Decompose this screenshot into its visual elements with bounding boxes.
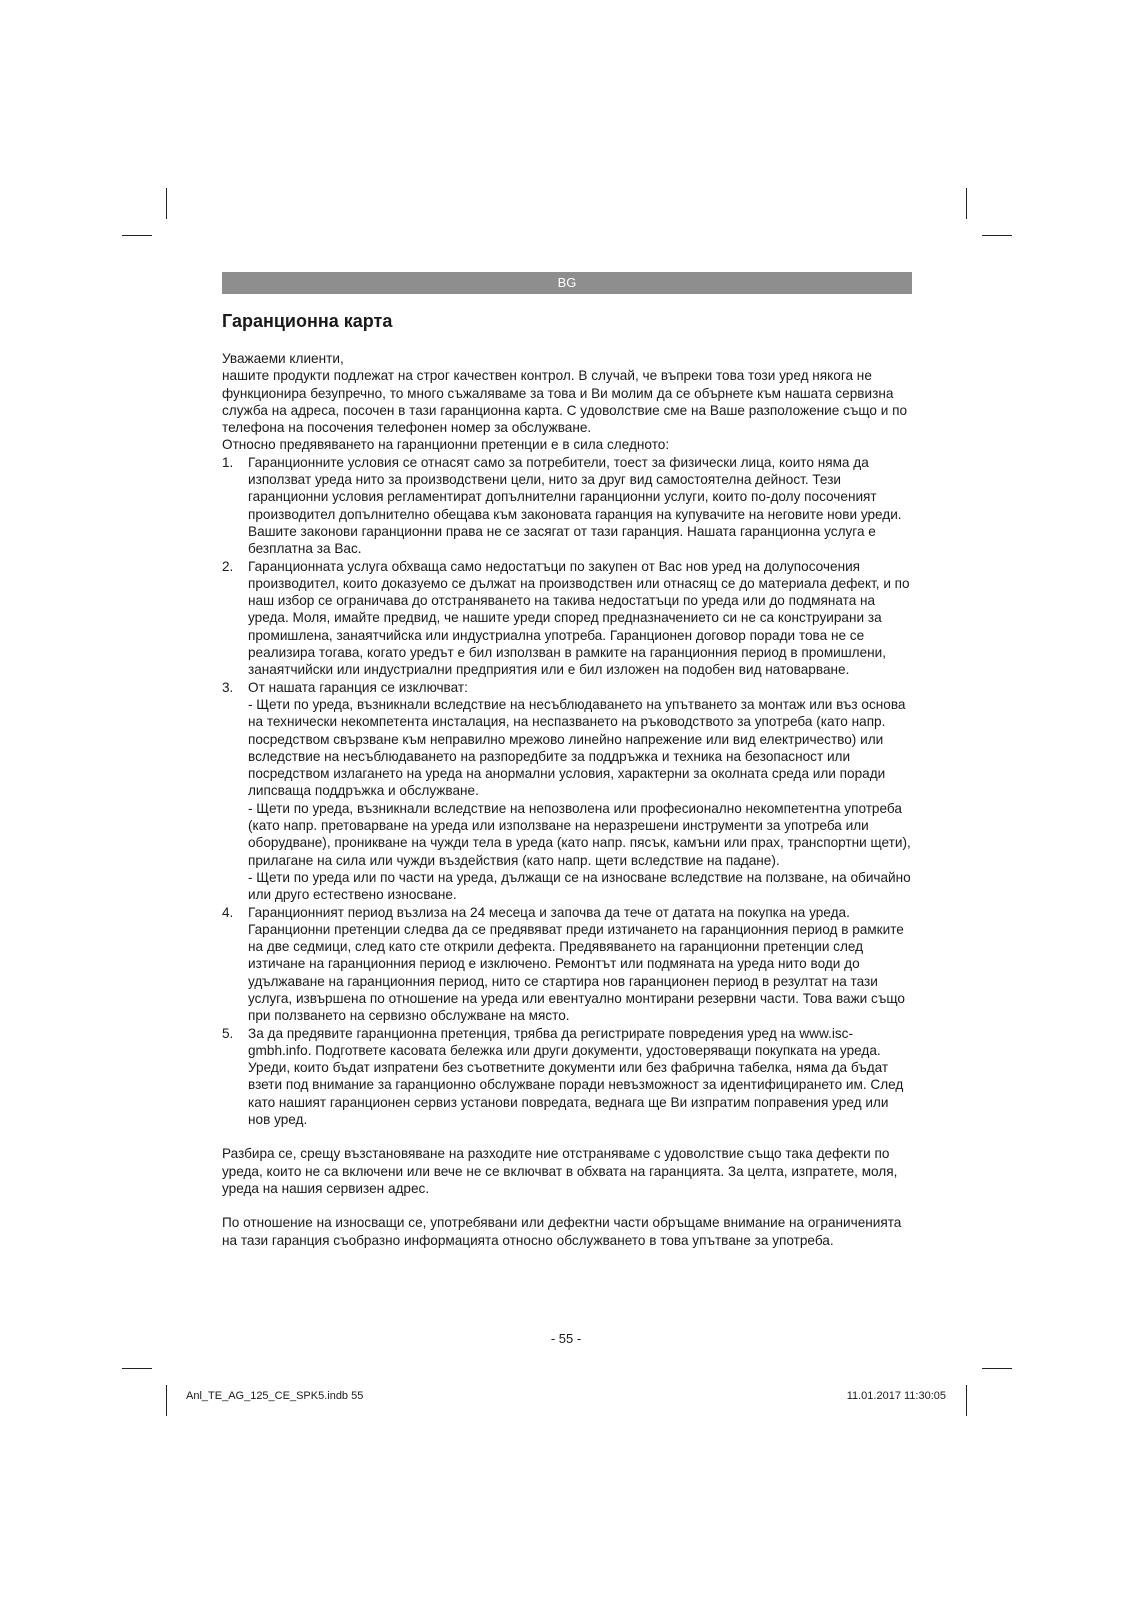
list-item-text: Гаранционната услуга обхваща само недостатъци по закупен от Вас нов уред на долупосочения производител, които доказуемо се дължат на производствен или отнасящ се до материала дефект, и по наш избор се ограничава до отстраняването на такива недостатъци по уреда или до подмяната на уреда. Моля, имайте предвид, че нашите уреди според предназначението си не са конструирани за промишлена, занаятчийска или индустриална употреба. Гаранционен договор поради това не се реализира тогава, когато уредът е бил използван в рамките на гаранционния период в промишлени, занаятчийски или индустриални предприятия или е бил изложен на подобен вид натоварване. [248,558,910,678]
list-item [222,1025,912,1129]
list-item [222,679,912,904]
list-number: 2. [222,558,234,574]
footer-datetime: 11.01.2017 11:30:05 [846,1390,946,1402]
intro-paragraph: нашите продукти подлежат на строг качествен контрол. В случай, че въпреки това този уред някога не функционира безупречно, то много съжаляваме за това и Ви молим да се обърнете към нашата сервизна служба на адреса, посочен в тази гаранционна карта. С удоволствие сме на Ваше разположение също и по телефона на посочения телефонен номер за обслужване. [222,368,908,436]
list-item-text: За да предявите гаранционна претенция, трябва да регистрирате повредения уред на www.isc-gmbh.info. Подгответе касовата бележка или други документи, удостоверяващи покупката на уреда. Уреди, които бъдат изпратени без съответните документи или без фабрична табелка, няма да бъдат взети под внимание за гаранционно обслужване поради невъзможност за идентифицирането им. След като нашият гаранционен сервиз установи повредата, веднага ще Ви изпратим поправения уред или нов уред. [248,1025,904,1128]
list-item [222,454,912,558]
crop-mark-bl-v [166,1385,167,1416]
list-number: 5. [222,1025,234,1041]
list-item-text: Гаранционният период възлиза на 24 месеца и започва да тече от датата на покупка на уреда. Гаранционни претенции следва да се предявяват преди изтичането на гаранционния период в рамките на две седмици, след като сте открили дефекта. Предявяването на гаранционни претенции след изтичане на гаранционния период е изключено. Ремонтът или подмяната на уреда нито води до удължаване на гаранционния период, нито се стартира нов гаранционен период в резултат на тази услуга, извършена по отношение на уреда или евентуално монтирани резервни части. Това важи също при ползването на сервизно обслужване на място. [248,904,905,1024]
page-title: Гаранционна карта [222,311,393,331]
list-item [222,904,912,1025]
page-number: - 55 - [550,1331,582,1346]
list-intro: Относно предявяването на гаранционни претенции е в сила следното: [222,437,670,453]
closing-paragraph-1: Разбира се, срещу възстановяване на разходите ние отстраняваме с удоволствие също така дефекти по уреда, които не са включени или вече не се включват в обхвата на гаранцията. За целта, изпратете, моля, уреда на нашия сервизен адрес. [222,1146,898,1196]
crop-mark-tl-h [122,235,152,236]
crop-mark-br-h [982,1368,1012,1369]
warranty-conditions-list [222,454,912,1129]
list-number: 3. [222,679,234,695]
list-item [222,558,912,679]
list-item-text: - Щети по уреда или по части на уреда, дължащи се на износване вследствие на ползване, на обичайно или друго естествено износване. [248,869,911,903]
list-item-text: От нашата гаранция се изключват: [248,679,468,695]
crop-mark-br-v [966,1385,967,1416]
list-item-text: Гаранционните условия се отнасят само за потребители, тоест за физически лица, които няма да използват уреда нито за производствени цели, нито за друг вид самостоятелна дейност. Тези гаранционни условия регламентират допълнителни гаранционни услуги, които по-долу посоченият производител допълнително обещава към законовата гаранция на купувачите на неговите нови уреди. Вашите законови гаранционни права не се засягат от тази гаранция. Нашата гаранционна услуга е безплатна за Вас. [248,454,902,557]
crop-mark-bl-h [122,1368,152,1369]
crop-mark-tr-v [966,188,967,219]
list-item-text: - Щети по уреда, възникнали вследствие на непозволена или професионално некомпетентна употреба (като напр. претоварване на уреда или използване на неразрешени инструменти за употреба или оборудване), проникване на чужди тела в уреда (като напр. пясък, камъни или прах, транспортни щети), прилагане на сила или чужди въздействия (като напр. щети вследствие на падане). [248,800,911,868]
crop-mark-tr-h [982,235,1012,236]
crop-mark-tl-v [166,188,167,219]
list-number: 4. [222,904,234,920]
language-bar: BG [222,272,912,294]
list-item-text: - Щети по уреда, възникнали вследствие на несъблюдаването на упътването за монтаж или въз основа на технически некомпетента инсталация, на неспазването на ръководството за употреба (като напр. посредством свързване към неправилно мрежово линейно напрежение или вид електричество) или вследствие на несъблюдаването на разпоредбите за поддръжка и техника на безопасност или посредством излагането на уреда на анормални условия, характерни за околната среда или поради липсваща поддръжка и обслужване. [248,696,906,799]
footer-filename: Anl_TE_AG_125_CE_SPK5.indb 55 [186,1390,364,1402]
salutation: Уважаеми клиенти, [222,351,344,366]
document-body [222,350,912,1249]
list-number: 1. [222,454,234,470]
closing-paragraph-2: По отношение на износващи се, употребявани или дефектни части обръщаме внимание на ограниченията на тази гаранция съобразно информацията относно обслужването в това упътване за употреба. [222,1215,902,1248]
